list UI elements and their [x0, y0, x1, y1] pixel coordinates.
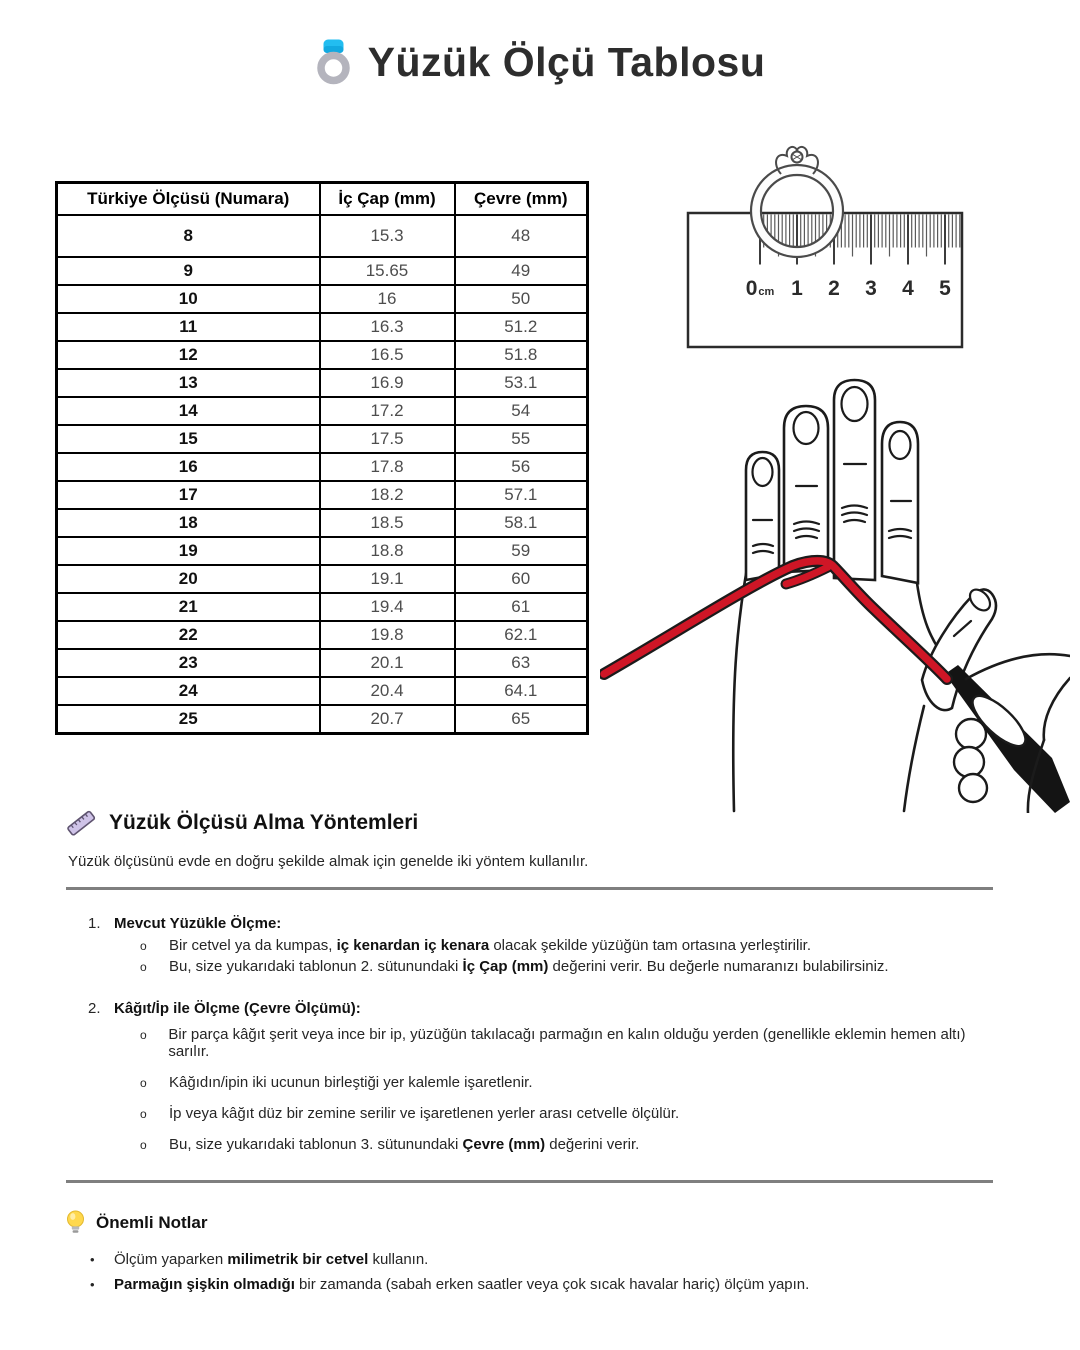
circumference-cell: 60 — [455, 565, 588, 593]
ring-icon — [315, 38, 352, 86]
table-row — [57, 481, 588, 509]
bullet-item — [140, 1136, 993, 1153]
inner-diameter-cell: 17.2 — [320, 397, 455, 425]
ruler-label-5: 5 — [939, 277, 951, 300]
table-row — [57, 453, 588, 481]
notes-bullets — [90, 1251, 993, 1293]
circumference-cell: 63 — [455, 649, 588, 677]
ruler-label-4: 4 — [902, 277, 914, 300]
inner-diameter-cell: 15.3 — [320, 215, 455, 257]
table-row — [57, 565, 588, 593]
divider-top — [66, 887, 993, 890]
size-number-cell: 25 — [57, 705, 320, 734]
table-row — [57, 509, 588, 537]
item-number: 1. — [88, 915, 101, 932]
size-number-cell: 20 — [57, 565, 320, 593]
size-number-cell: 21 — [57, 593, 320, 621]
item-title: Kâğıt/İp ile Ölçme (Çevre Ölçümü): — [114, 1000, 361, 1017]
size-number-cell: 11 — [57, 313, 320, 341]
column-header: Çevre (mm) — [455, 183, 588, 216]
size-number-cell: 14 — [57, 397, 320, 425]
bullet-text: Bu, size yukarıdaki tablonun 2. sütunundaki İç Çap (mm) değerini verir. Bu değerle numaranızı bulabilirsiniz. — [169, 958, 889, 975]
table-row — [57, 341, 588, 369]
ring-on-ruler-figure — [680, 130, 1070, 360]
circumference-cell: 62.1 — [455, 621, 588, 649]
table-row — [57, 425, 588, 453]
size-number-cell: 24 — [57, 677, 320, 705]
inner-diameter-cell: 18.2 — [320, 481, 455, 509]
ring-size-table-body — [57, 183, 588, 734]
table-row — [57, 677, 588, 705]
bullet-text: Bir parça kâğıt şerit veya ince bir ip, yüzüğün takılacağı parmağın en kalın olduğu yerden (genellikle eklemin hemen altı) sarılır. — [168, 1026, 966, 1060]
inner-diameter-cell: 16 — [320, 285, 455, 313]
text-sections — [66, 808, 993, 1293]
inner-diameter-cell: 19.1 — [320, 565, 455, 593]
ruler-illustration — [680, 130, 1070, 360]
item-number: 2. — [88, 1000, 101, 1017]
methods-heading: Yüzük Ölçüsü Alma Yöntemleri — [109, 811, 419, 834]
ruler-label-1: 1 — [791, 277, 803, 300]
inner-diameter-cell: 17.8 — [320, 453, 455, 481]
column-header: İç Çap (mm) — [320, 183, 455, 216]
bullet-item — [140, 958, 993, 975]
table-row — [57, 369, 588, 397]
circumference-cell: 64.1 — [455, 677, 588, 705]
circumference-cell: 55 — [455, 425, 588, 453]
bullet-item — [140, 1074, 993, 1091]
hand-measuring-figure — [600, 368, 1070, 813]
size-number-cell: 15 — [57, 425, 320, 453]
size-number-cell: 9 — [57, 257, 320, 285]
size-number-cell: 18 — [57, 509, 320, 537]
ruler-label-3: 3 — [865, 277, 877, 300]
bullet-marker: • — [90, 1252, 95, 1267]
size-number-cell: 23 — [57, 649, 320, 677]
inner-diameter-cell: 18.5 — [320, 509, 455, 537]
lightbulb-icon — [66, 1210, 85, 1236]
bullet-text: Kâğıdın/ipin iki ucunun birleştiği yer kalemle işaretlenir. — [169, 1074, 533, 1091]
table-row — [57, 285, 588, 313]
bullet-marker: o — [140, 1076, 147, 1090]
page-title: Yüzük Ölçü Tablosu — [367, 38, 766, 85]
ring-size-table — [55, 181, 589, 735]
methods-intro: Yüzük ölçüsünü evde en doğru şekilde almak için genelde iki yöntem kullanılır. — [68, 853, 589, 870]
inner-diameter-cell: 16.3 — [320, 313, 455, 341]
bullet-item — [140, 1105, 993, 1122]
hand-string-illustration — [600, 368, 1070, 813]
inner-diameter-cell: 20.7 — [320, 705, 455, 734]
divider-bottom — [66, 1180, 993, 1183]
bullet-text: Bu, size yukarıdaki tablonun 3. sütunundaki Çevre (mm) değerini verir. — [169, 1136, 640, 1153]
fingers — [746, 380, 996, 710]
inner-diameter-cell: 15.65 — [320, 257, 455, 285]
size-number-cell: 8 — [57, 215, 320, 257]
method-1-bullets — [140, 937, 993, 975]
bullet-item — [90, 1251, 993, 1268]
circumference-cell: 65 — [455, 705, 588, 734]
marking-hand — [945, 654, 1070, 813]
inner-diameter-cell: 17.5 — [320, 425, 455, 453]
inner-diameter-cell: 16.5 — [320, 341, 455, 369]
inner-diameter-cell: 20.4 — [320, 677, 455, 705]
bullet-marker: o — [140, 1107, 147, 1121]
table-row — [57, 649, 588, 677]
circumference-cell: 51.2 — [455, 313, 588, 341]
circumference-cell: 50 — [455, 285, 588, 313]
bullet-item — [90, 1276, 993, 1293]
size-number-cell: 17 — [57, 481, 320, 509]
bullet-item — [140, 1026, 993, 1060]
circumference-cell: 57.1 — [455, 481, 588, 509]
table-row — [57, 215, 588, 257]
notes-heading: Önemli Notlar — [96, 1213, 208, 1232]
bullet-marker: • — [90, 1277, 95, 1292]
circumference-cell: 51.8 — [455, 341, 588, 369]
bullet-item — [140, 937, 993, 954]
inner-diameter-cell: 20.1 — [320, 649, 455, 677]
table-row — [57, 537, 588, 565]
bullet-marker: o — [140, 960, 147, 974]
size-number-cell: 19 — [57, 537, 320, 565]
bullet-marker: o — [140, 1028, 147, 1042]
circumference-cell: 54 — [455, 397, 588, 425]
bullet-text: Bir cetvel ya da kumpas, iç kenardan iç kenara olacak şekilde yüzüğün tam ortasına yerleştirilir. — [169, 937, 811, 954]
size-number-cell: 10 — [57, 285, 320, 313]
circumference-cell: 49 — [455, 257, 588, 285]
bullet-text: İp veya kâğıt düz bir zemine serilir ve işaretlenen yerler arası cetvelle ölçülür. — [169, 1105, 680, 1122]
circumference-cell: 48 — [455, 215, 588, 257]
table-row — [57, 705, 588, 734]
circumference-cell: 58.1 — [455, 509, 588, 537]
size-number-cell: 13 — [57, 369, 320, 397]
circumference-cell: 53.1 — [455, 369, 588, 397]
circumference-cell: 59 — [455, 537, 588, 565]
table-row — [57, 257, 588, 285]
bullet-text: Ölçüm yaparken milimetrik bir cetvel kullanın. — [114, 1251, 429, 1268]
size-number-cell: 22 — [57, 621, 320, 649]
method-2-bullets — [140, 1026, 993, 1153]
ruler-label-0: 0cm — [745, 277, 775, 300]
bullet-text: Parmağın şişkin olmadığı bir zamanda (sabah erken saatler veya çok sıcak havalar hariç) ölçüm yapın. — [114, 1276, 810, 1293]
method-item-1 — [88, 915, 993, 975]
table-row — [57, 397, 588, 425]
circumference-cell: 56 — [455, 453, 588, 481]
inner-diameter-cell: 19.8 — [320, 621, 455, 649]
methods-heading-row — [66, 808, 993, 838]
inner-diameter-cell: 16.9 — [320, 369, 455, 397]
size-number-cell: 12 — [57, 341, 320, 369]
size-number-cell: 16 — [57, 453, 320, 481]
bullet-marker: o — [140, 939, 147, 953]
ruler-icon — [66, 808, 96, 838]
column-header: Türkiye Ölçüsü (Numara) — [57, 183, 320, 216]
table-row — [57, 621, 588, 649]
item-title: Mevcut Yüzükle Ölçme: — [114, 915, 282, 932]
inner-diameter-cell: 19.4 — [320, 593, 455, 621]
document-header — [0, 38, 1080, 86]
table-row — [57, 593, 588, 621]
circumference-cell: 61 — [455, 593, 588, 621]
ruler-label-2: 2 — [828, 277, 840, 300]
notes-heading-row — [66, 1210, 993, 1236]
method-item-2 — [88, 1000, 993, 1153]
bullet-marker: o — [140, 1138, 147, 1152]
table-row — [57, 313, 588, 341]
inner-diameter-cell: 18.8 — [320, 537, 455, 565]
